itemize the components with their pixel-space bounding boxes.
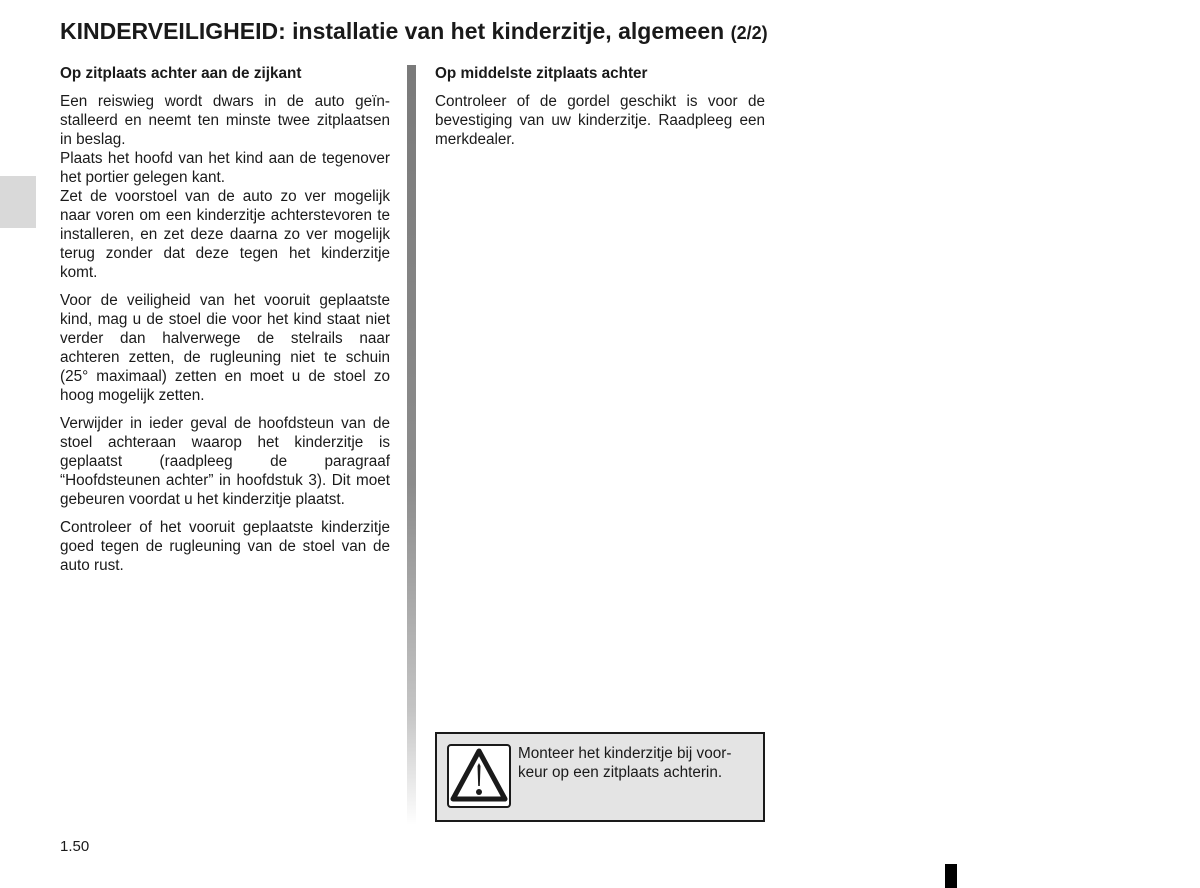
page-number: 1.50 (60, 838, 90, 855)
left-paragraph-1b: Plaats het hoofd van het kind aan de tegenover het portier gelegen kant. (60, 150, 390, 186)
warning-box (435, 732, 765, 822)
left-paragraph-3: Verwijder in ieder geval de hoofdsteun van de stoel achteraan waarop het kinderzitje is geplaatst (raadpleeg de paragraaf “Hoofdsteunen achter” in hoofdstuk 3). Dit moet gebeuren voordat u het kinderzitje plaatst. (60, 415, 390, 508)
left-paragraph-1c: Zet de voorstoel van de auto zo ver mogelijk naar voren om een kinderzitje achterstevoren te installeren, en zet deze daarna zo ver mogelijk terug zonder dat deze tegen het kinderzitje komt. (60, 188, 390, 281)
page-corner-mark (945, 864, 957, 888)
right-column-heading: Op middelste zitplaats achter (435, 65, 648, 82)
left-column (60, 64, 390, 584)
left-paragraph-4: Controleer of het vooruit geplaatste kinderzitje goed tegen de rugleuning van de stoel van de auto rust. (60, 519, 390, 574)
right-column (435, 64, 765, 158)
left-column-heading: Op zitplaats achter aan de zijkant (60, 65, 302, 82)
page-title-text: KINDERVEILIGHEID: installatie van het kinderzitje, algemeen (60, 18, 725, 44)
left-paragraph-2: Voor de veiligheid van het vooruit geplaatste kind, mag u de stoel die voor het kind staat niet verder dan halverwege de stelrails naar achteren zetten, de rugleuning niet te schuin (25° maximaal) zetten en moet u de stoel zo hoog mogelijk zetten. (60, 292, 390, 404)
left-paragraph-1a: Een reiswieg wordt dwars in de auto geïnstalleerd en neemt ten minste twee zitplaatsen in beslag. (60, 93, 390, 148)
warning-triangle-icon (447, 744, 511, 808)
warning-text: Monteer het kinderzitje bij voorkeur op een zitplaats achterin. (518, 745, 732, 781)
chapter-tab (0, 176, 36, 228)
page-title-suffix: (2/2) (730, 23, 768, 43)
page-title (60, 18, 768, 45)
column-divider (407, 65, 416, 825)
right-paragraph-1: Controleer of de gordel geschikt is voor de bevestiging van uw kinderzitje. Raadpleeg een merkdealer. (435, 93, 765, 148)
